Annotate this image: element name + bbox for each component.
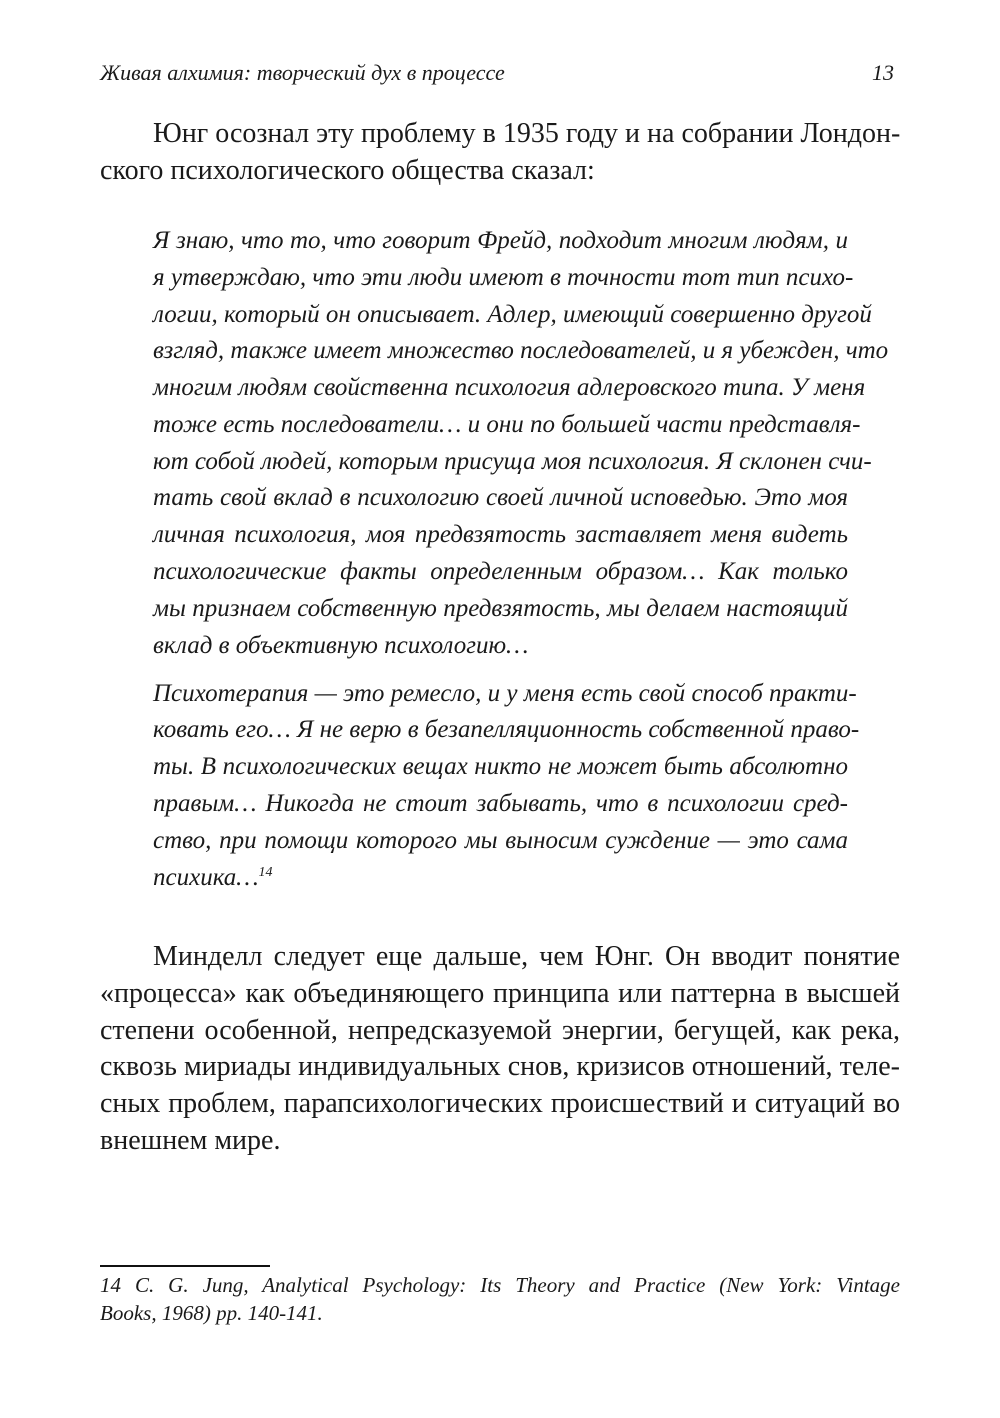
closing-line: Минделл следует еще дальше, чем Юнг. Он вводит понятие [153,941,900,972]
running-title: Живая алхимия: творческий дух в процессе [100,60,505,85]
footnote-reference[interactable]: 14 [258,865,273,880]
quote-line: тоже есть последователи… и они по большей части представля- [153,411,861,438]
quote-line: Я знаю, что то, что говорит Фрейд, подходит многим людям, и [153,227,848,254]
closing-line: внешнем мире. [100,1125,281,1156]
page-number: 13 [872,60,894,85]
quote-line: психика…$^{14}$ [153,864,273,891]
quote-line: ты. В психологических вещах никто не может быть абсолютно [153,753,848,780]
quote-line: правым… Никогда не стоит забывать, что в психологии сред- [153,790,848,817]
quote-line: многим людям свойственна психология адлеровского типа. У меня [153,374,866,401]
quote-line: ковать его… Я не верю в безапелляционность собственной право- [153,716,860,743]
intro-line: Юнг осознал эту проблему в 1935 году и на собрании Лондон- [153,118,901,149]
quote-line: психологические факты определенным образом… Как только [153,558,848,585]
closing-line: степени особенной, непредсказуемой энергии, бегущей, как река, [100,1015,900,1046]
quote-line: взгляд, также имеет множество последователей, и я убежден, что [153,337,889,364]
closing-line: «процесса» как объединяющего принципа или паттерна в высшей [100,978,900,1009]
quote-line: ство, при помощи которого мы выносим суждение — это сама [153,827,848,854]
closing-line: сквозь мириады индивидуальных снов, кризисов отношений, теле- [100,1051,900,1082]
quote-line: личная психология, моя предвзятость заставляет меня видеть [153,521,848,548]
quote-line: я утверждаю, что эти люди имеют в точности тот тип психо- [153,264,854,291]
footnote-divider [100,1265,270,1267]
quote-line: мы признаем собственную предвзятость, мы делаем настоящий [153,595,848,622]
intro-line: ского психологического общества сказал: [100,155,595,186]
quote-line: вклад в объективную психологию… [153,632,529,659]
quote-line: тать свой вклад в психологию своей личной исповедью. Это моя [153,484,848,511]
footnote-line: 14 C. G. Jung, Analytical Psychology: Its Theory and Practice (New York: Vintage [100,1273,900,1297]
quote-line: логии, который он описывает. Адлер, имеющий совершенно другой [153,301,872,328]
quote-line: Психотерапия — это ремесло, и у меня есть свой способ практи- [153,680,857,707]
closing-line: сных проблем, парапсихологических происшествий и ситуаций во [100,1088,900,1119]
footnote-line: Books, 1968) pp. 140-141. [100,1301,323,1325]
quote-line: ют собой людей, которым присуща моя психология. Я склонен счи- [153,448,872,475]
